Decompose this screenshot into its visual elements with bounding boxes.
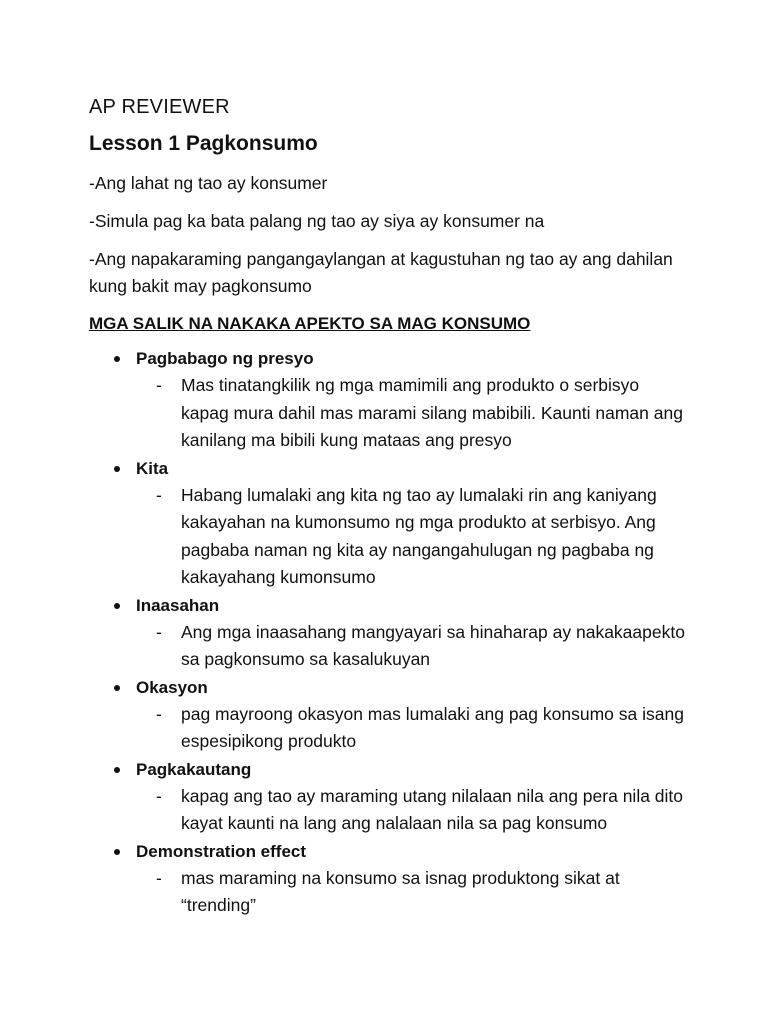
intro-line: -Ang lahat ng tao ay konsumer [89,173,328,193]
dash-marker: - [156,375,162,395]
factor-detail [136,783,689,838]
factor-detail-text: Mas tinatangkilik ng mga mamimili ang produkto o serbisyo kapag mura dahil mas marami silang mabibili. Kaunti naman ang kanilang ma bibili kung mataas ang presyo [181,375,683,450]
factor-title: Inaasahan [136,595,220,615]
intro-line: -Ang napakaraming pangangaylangan at kagustuhan ng tao ay ang dahilan kung bakit may pagkonsumo [89,249,673,296]
bullet-icon [114,849,120,855]
factor-item [89,345,689,455]
factor-detail-text: mas maraming na konsumo sa isnag produktong sikat at “trending” [181,867,620,915]
dash-marker: - [156,484,162,505]
factor-item [89,674,689,756]
dash-marker: - [156,621,162,642]
bullet-icon [114,767,120,773]
factor-detail-text: Ang mga inaasahang mangyayari sa hinaharap ay nakakaapekto sa pagkonsumo sa kasalukuyan [181,621,685,669]
dash-marker: - [156,867,162,888]
bullet-icon [114,356,120,362]
factor-item [89,455,689,592]
dash-marker: - [156,785,162,806]
factor-list [89,345,689,920]
dash-marker: - [156,703,162,724]
lesson-title: Lesson 1 Pagkonsumo [89,132,318,155]
factor-detail [136,701,689,756]
factor-detail-text: kapag ang tao ay maraming utang nilalaan nila ang pera nila dito kayat kaunti na lang ang nalalaan nila sa pag konsumo [181,785,684,833]
bullet-icon [114,685,120,691]
factor-title: Okasyon [136,677,208,697]
factor-title: Demonstration effect [136,841,307,861]
factor-item [89,756,689,838]
factor-title: Pagkakautang [136,759,252,779]
factor-detail-text: Habang lumalaki ang kita ng tao ay lumalaki rin ang kaniyang kakayahan na kumonsumo ng mga produkto at serbisyo. Ang pagbaba naman ng kita ay nangangahulugan ng pagbaba ng kakayahang kumonsumo [181,484,657,587]
factor-title: Kita [136,458,169,478]
factor-item [89,592,689,674]
factor-detail-text: pag mayroong okasyon mas lumalaki ang pag konsumo sa isang espesipikong produkto [181,703,684,751]
factor-detail [136,372,689,455]
document-page [89,94,689,920]
factor-item [89,838,689,920]
factor-detail [136,482,689,592]
bullet-icon [114,603,120,609]
factor-detail [136,865,689,920]
document-title: AP REVIEWER [89,96,230,118]
section-heading: MGA SALIK NA NAKAKA APEKTO SA MAG KONSUMO [89,314,531,333]
factor-title: Pagbabago ng presyo [136,349,314,368]
bullet-icon [114,466,120,472]
factor-detail [136,619,689,674]
intro-line: -Simula pag ka bata palang ng tao ay siya ay konsumer na [89,211,545,231]
